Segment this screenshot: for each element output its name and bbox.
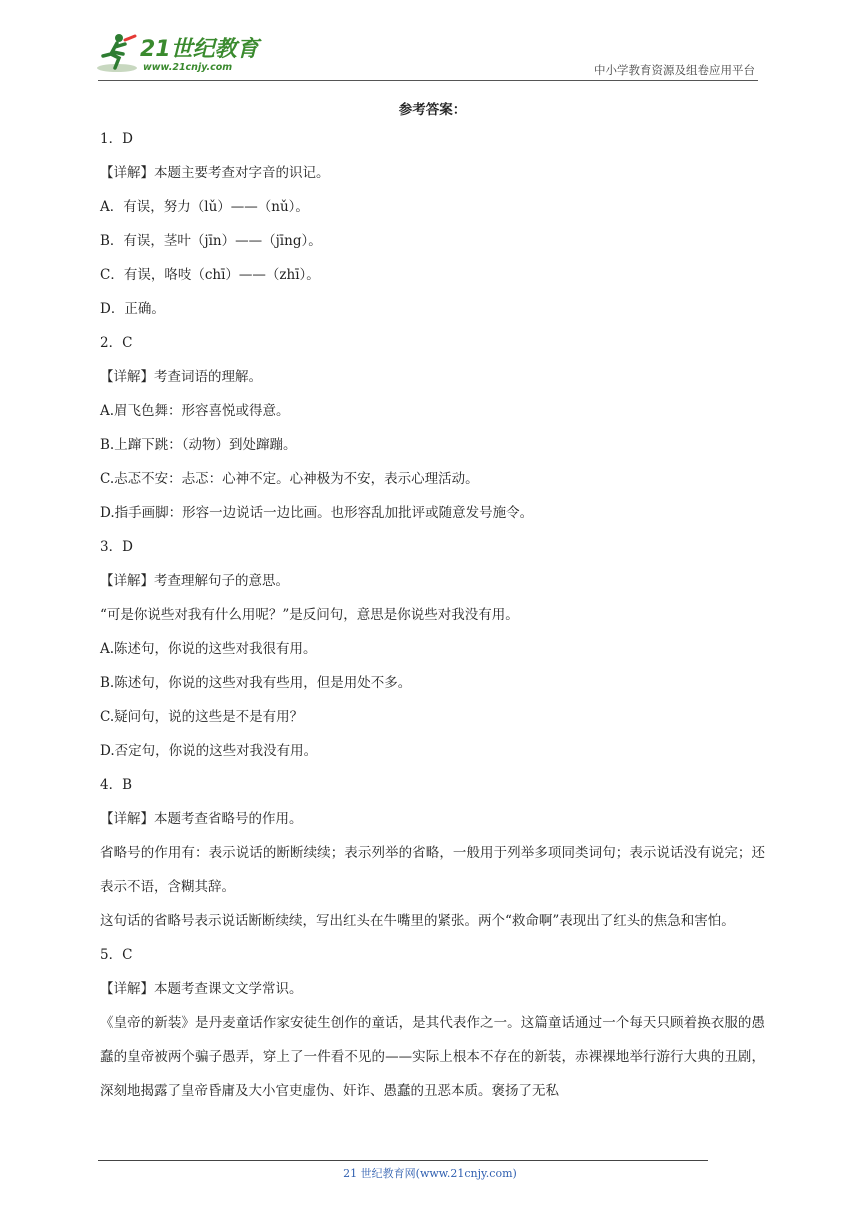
text-line: C.疑问句，说的这些是不是有用？ (100, 709, 304, 725)
paragraph: 省略号的作用有：表示说话的断断续续；表示列举的省略，一般用于列举多项同类词句；表示说话没有说完；还表示不语，含糊其辞。 (100, 845, 765, 895)
text-line: D.否定句，你说的这些对我没有用。 (100, 743, 318, 759)
text-line: B．有误，茎叶（jīn）——（jīng）。 (100, 233, 322, 249)
text-line: A．有误，努力（lǔ）——（nǔ）。 (100, 199, 309, 215)
answer-content (100, 98, 765, 1108)
page-title: 参考答案： (398, 102, 467, 118)
header-divider (98, 80, 758, 81)
text-line: 【详解】考查词语的理解。 (100, 369, 262, 385)
text-line: 【详解】本题考查省略号的作用。 (100, 811, 303, 827)
text-line: B.上蹿下跳：（动物）到处蹿蹦。 (100, 437, 297, 453)
header-tagline: 中小学教育资源及组卷应用平台 (594, 63, 755, 77)
page-header (0, 0, 860, 90)
text-line: 4．B (100, 777, 133, 793)
page-footer: 21 世纪教育网(www.21cnjy.com) (343, 1167, 517, 1180)
text-line: A.眉飞色舞：形容喜悦或得意。 (100, 403, 290, 419)
text-line: 【详解】考查理解句子的意思。 (100, 573, 289, 589)
text-line: “可是你说些对我有什么用呢？”是反问句，意思是你说些对我没有用。 (100, 607, 519, 623)
text-line: B.陈述句，你说的这些对我有些用，但是用处不多。 (100, 675, 412, 691)
site-logo (95, 32, 265, 80)
text-line: 【详解】本题主要考查对字音的识记。 (100, 165, 330, 181)
paragraph: 《皇帝的新装》是丹麦童话作家安徒生创作的童话，是其代表作之一。这篇童话通过一个每天只顾着换衣服的愚蠢的皇帝被两个骗子愚弄，穿上了一件看不见的——实际上根本不存在的新装，赤裸裸地举行游行大典的丑剧，深刻地揭露了皇帝昏庸及大小官吏虚伪、奸诈、愚蠢的丑恶本质。褒扬了无私 (100, 1015, 765, 1099)
logo-url: www.21cnjy.com (143, 62, 233, 73)
text-line: 5．C (100, 947, 133, 963)
logo-text: 21世纪教育 (140, 37, 259, 62)
footer-divider (98, 1160, 708, 1161)
text-line: 1．D (100, 131, 133, 147)
text-line: C.忐忑不安：忐忑：心神不定。心神极为不安，表示心理活动。 (100, 471, 479, 487)
text-line: A.陈述句，你说的这些对我很有用。 (100, 641, 317, 657)
paragraph: 这句话的省略号表示说话断断续续，写出红头在牛嘴里的紧张。两个“救命啊”表现出了红头的焦急和害怕。 (100, 913, 735, 929)
text-line: 【详解】本题考查课文文学常识。 (100, 981, 303, 997)
text-line: 3．D (100, 539, 133, 555)
text-line: D.指手画脚：形容一边说话一边比画。也形容乱加批评或随意发号施令。 (100, 505, 534, 521)
text-line: D．正确。 (100, 301, 165, 317)
text-line: 2．C (100, 335, 133, 351)
text-line: C．有误，咯吱（chī）——（zhī）。 (100, 267, 320, 283)
runner-logo-icon (95, 32, 141, 76)
